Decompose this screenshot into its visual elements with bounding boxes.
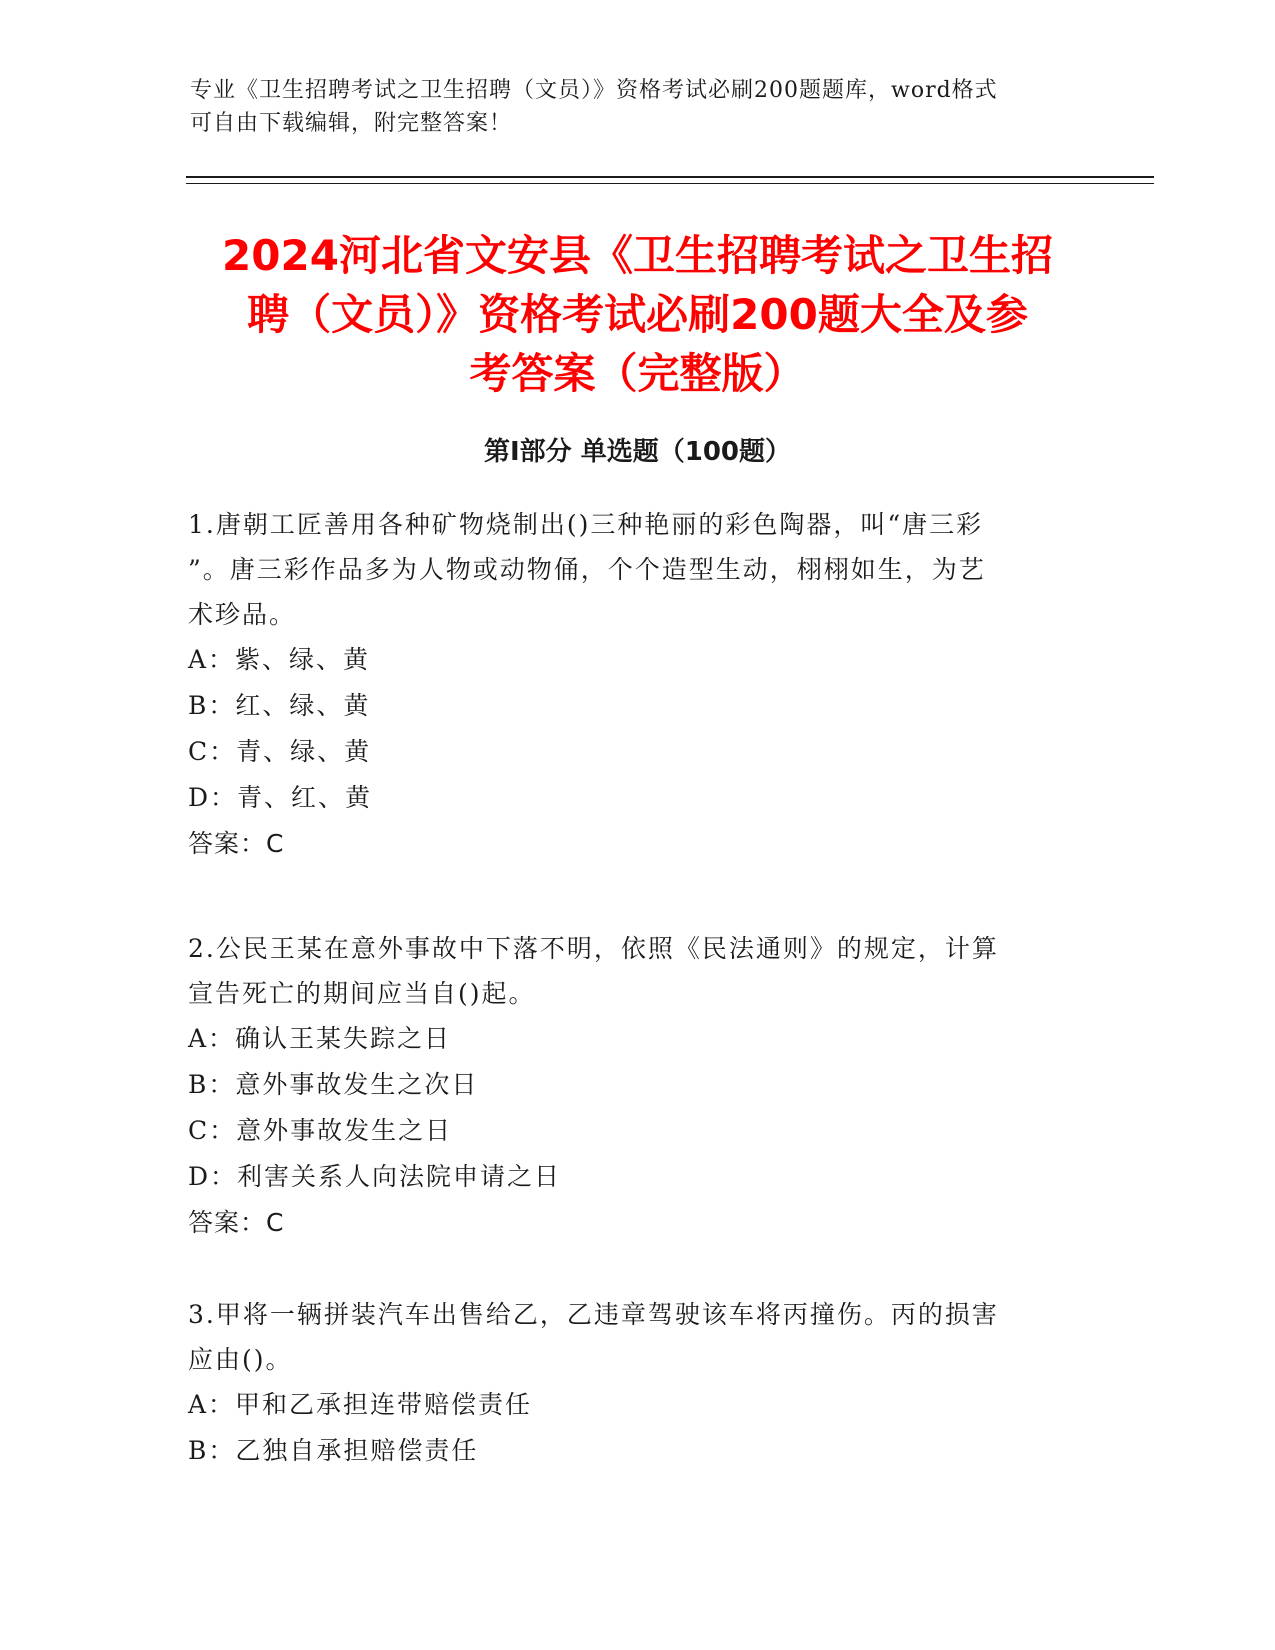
option-d: D：青、红、黄: [188, 783, 373, 812]
question-1: [188, 502, 1068, 867]
question-2: [188, 926, 1068, 1246]
question-stem-line: 2.公民王某在意外事故中下落不明，依照《民法通则》的规定，计算: [188, 934, 999, 963]
header-divider-thick: [186, 176, 1154, 178]
option-b: B：乙独自承担赔偿责任: [188, 1436, 479, 1465]
title-line: 2024河北省文安县《卫生招聘考试之卫生招: [222, 231, 1053, 280]
option-d: D：利害关系人向法院申请之日: [188, 1162, 562, 1191]
question-stem-line: 应由()。: [188, 1345, 293, 1374]
question-stem-line: 术珍品。: [188, 600, 297, 629]
option-a: A：确认王某失踪之日: [188, 1024, 452, 1053]
question-stem-line: ”。唐三彩作品多为人物或动物俑，个个造型生动，栩栩如生，为艺: [188, 555, 986, 584]
title-line: 考答案（完整版）: [469, 349, 806, 398]
option-a: A：紫、绿、黄: [188, 645, 371, 674]
title-line: 聘（文员）》资格考试必刷200题大全及参: [247, 290, 1028, 339]
question-stem-line: 3.甲将一辆拼装汽车出售给乙，乙违章驾驶该车将丙撞伤。丙的损害: [188, 1300, 999, 1329]
option-a: A：甲和乙承担连带赔偿责任: [188, 1390, 533, 1419]
section-heading: 第Ⅰ部分 单选题（100题）: [484, 437, 791, 467]
option-c: C：意外事故发生之日: [188, 1116, 453, 1145]
header-note-line: 专业《卫生招聘考试之卫生招聘（文员）》资格考试必刷200题题库，word格式: [190, 78, 998, 103]
document-title: [170, 226, 1105, 403]
answer: 答案：C: [188, 1208, 285, 1237]
option-b: B：红、绿、黄: [188, 691, 371, 720]
header-divider-thin: [186, 183, 1154, 184]
header-note: [190, 74, 1070, 140]
header-note-line: 可自由下载编辑，附完整答案！: [190, 111, 513, 136]
option-b: B：意外事故发生之次日: [188, 1070, 479, 1099]
answer: 答案：C: [188, 829, 285, 858]
question-3: [188, 1292, 1068, 1474]
option-c: C：青、绿、黄: [188, 737, 372, 766]
question-stem-line: 1.唐朝工匠善用各种矿物烧制出()三种艳丽的彩色陶器，叫“唐三彩: [188, 510, 984, 539]
question-stem-line: 宣告死亡的期间应当自()起。: [188, 979, 536, 1008]
